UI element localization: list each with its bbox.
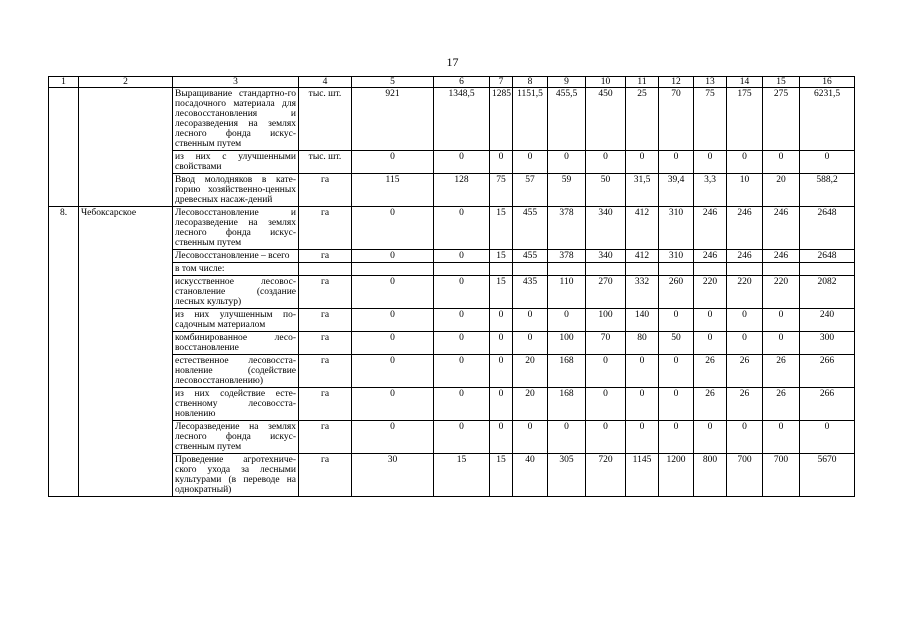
value-cell: 0 bbox=[434, 309, 490, 332]
value-cell: 246 bbox=[727, 250, 763, 263]
value-cell: 1200 bbox=[659, 454, 694, 497]
unit-cell: тыс. шт. bbox=[299, 88, 352, 151]
value-cell bbox=[727, 263, 763, 276]
value-cell: 0 bbox=[490, 355, 513, 388]
value-cell: 26 bbox=[694, 355, 727, 388]
value-cell: 26 bbox=[763, 355, 800, 388]
value-cell: 0 bbox=[626, 355, 659, 388]
activity-name: Выращивание стандартно-го посадочного материала для лесовосстановления и лесоразведения на землях лесного фонда искус-ственным путем bbox=[173, 88, 299, 151]
value-cell: 310 bbox=[659, 207, 694, 250]
value-cell: 6231,5 bbox=[800, 88, 855, 151]
value-cell: 39,4 bbox=[659, 174, 694, 207]
value-cell: 246 bbox=[727, 207, 763, 250]
value-cell: 10 bbox=[727, 174, 763, 207]
column-header: 11 bbox=[626, 77, 659, 88]
value-cell: 921 bbox=[352, 88, 434, 151]
value-cell: 260 bbox=[659, 276, 694, 309]
value-cell: 2648 bbox=[800, 207, 855, 250]
value-cell: 15 bbox=[490, 250, 513, 263]
value-cell: 0 bbox=[513, 421, 548, 454]
value-cell: 1348,5 bbox=[434, 88, 490, 151]
activity-name: комбинированное лесо-восстановление bbox=[173, 332, 299, 355]
activity-name: из них улучшенным по-садочным материалом bbox=[173, 309, 299, 332]
value-cell: 0 bbox=[434, 151, 490, 174]
column-header: 12 bbox=[659, 77, 694, 88]
value-cell: 0 bbox=[586, 151, 626, 174]
value-cell: 0 bbox=[352, 250, 434, 263]
value-cell: 40 bbox=[513, 454, 548, 497]
value-cell: 455 bbox=[513, 250, 548, 263]
value-cell: 0 bbox=[694, 421, 727, 454]
value-cell: 275 bbox=[763, 88, 800, 151]
unit-cell: га bbox=[299, 309, 352, 332]
activity-name: искусственное лесовос-становление (создание лесных культур) bbox=[173, 276, 299, 309]
value-cell: 50 bbox=[659, 332, 694, 355]
unit-cell: га bbox=[299, 388, 352, 421]
value-cell: 15 bbox=[490, 454, 513, 497]
unit-cell: га bbox=[299, 454, 352, 497]
value-cell: 0 bbox=[586, 421, 626, 454]
value-cell: 266 bbox=[800, 355, 855, 388]
value-cell: 0 bbox=[490, 151, 513, 174]
value-cell: 0 bbox=[352, 332, 434, 355]
value-cell: 0 bbox=[490, 309, 513, 332]
activity-name: Лесовосстановление – всего bbox=[173, 250, 299, 263]
value-cell: 720 bbox=[586, 454, 626, 497]
column-header: 5 bbox=[352, 77, 434, 88]
value-cell: 2082 bbox=[800, 276, 855, 309]
value-cell: 700 bbox=[763, 454, 800, 497]
value-cell: 266 bbox=[800, 388, 855, 421]
value-cell: 0 bbox=[626, 421, 659, 454]
value-cell: 0 bbox=[490, 388, 513, 421]
value-cell: 310 bbox=[659, 250, 694, 263]
value-cell: 0 bbox=[727, 421, 763, 454]
value-cell: 20 bbox=[513, 355, 548, 388]
value-cell: 0 bbox=[548, 421, 586, 454]
value-cell: 0 bbox=[352, 309, 434, 332]
value-cell: 75 bbox=[490, 174, 513, 207]
value-cell: 0 bbox=[694, 151, 727, 174]
value-cell: 59 bbox=[548, 174, 586, 207]
column-header: 2 bbox=[79, 77, 173, 88]
column-header: 14 bbox=[727, 77, 763, 88]
value-cell: 378 bbox=[548, 207, 586, 250]
value-cell: 0 bbox=[513, 309, 548, 332]
value-cell: 26 bbox=[727, 388, 763, 421]
column-header: 1 bbox=[49, 77, 79, 88]
value-cell: 100 bbox=[586, 309, 626, 332]
value-cell bbox=[800, 263, 855, 276]
column-header: 6 bbox=[434, 77, 490, 88]
value-cell bbox=[352, 263, 434, 276]
value-cell: 25 bbox=[626, 88, 659, 151]
value-cell: 0 bbox=[727, 309, 763, 332]
value-cell: 220 bbox=[694, 276, 727, 309]
unit-cell: га bbox=[299, 207, 352, 250]
activity-name: Проведение агротехниче-ского ухода за лесными культурами (в переводе на однократный) bbox=[173, 454, 299, 497]
value-cell bbox=[659, 263, 694, 276]
value-cell: 110 bbox=[548, 276, 586, 309]
value-cell bbox=[434, 263, 490, 276]
activity-name: Лесоразведение на землях лесного фонда искус-ственным путем bbox=[173, 421, 299, 454]
value-cell: 0 bbox=[352, 355, 434, 388]
column-header: 4 bbox=[299, 77, 352, 88]
value-cell: 340 bbox=[586, 207, 626, 250]
column-number-header-row bbox=[49, 77, 855, 88]
value-cell: 70 bbox=[659, 88, 694, 151]
column-header: 16 bbox=[800, 77, 855, 88]
value-cell: 378 bbox=[548, 250, 586, 263]
value-cell: 140 bbox=[626, 309, 659, 332]
unit-cell: га bbox=[299, 250, 352, 263]
value-cell: 0 bbox=[763, 421, 800, 454]
value-cell: 0 bbox=[727, 151, 763, 174]
value-cell bbox=[586, 263, 626, 276]
value-cell: 0 bbox=[434, 276, 490, 309]
value-cell: 246 bbox=[763, 207, 800, 250]
value-cell: 0 bbox=[763, 151, 800, 174]
activity-name: естественное лесовосста-новление (содействие лесовосстановлению) bbox=[173, 355, 299, 388]
value-cell: 2648 bbox=[800, 250, 855, 263]
value-cell: 0 bbox=[659, 309, 694, 332]
value-cell: 20 bbox=[763, 174, 800, 207]
row-number-empty bbox=[49, 88, 79, 207]
value-cell: 220 bbox=[727, 276, 763, 309]
value-cell: 0 bbox=[352, 207, 434, 250]
value-cell: 0 bbox=[800, 421, 855, 454]
value-cell: 332 bbox=[626, 276, 659, 309]
value-cell: 80 bbox=[626, 332, 659, 355]
unit-cell: га bbox=[299, 355, 352, 388]
value-cell bbox=[513, 263, 548, 276]
value-cell: 26 bbox=[727, 355, 763, 388]
value-cell: 0 bbox=[626, 388, 659, 421]
value-cell: 26 bbox=[763, 388, 800, 421]
activity-name: из них с улучшенными свойствами bbox=[173, 151, 299, 174]
column-header: 10 bbox=[586, 77, 626, 88]
value-cell: 0 bbox=[352, 388, 434, 421]
value-cell: 31,5 bbox=[626, 174, 659, 207]
unit-cell bbox=[299, 263, 352, 276]
value-cell: 20 bbox=[513, 388, 548, 421]
value-cell: 70 bbox=[586, 332, 626, 355]
value-cell bbox=[763, 263, 800, 276]
value-cell: 0 bbox=[548, 151, 586, 174]
table-row bbox=[49, 207, 855, 250]
value-cell: 0 bbox=[352, 421, 434, 454]
value-cell: 0 bbox=[434, 421, 490, 454]
value-cell: 455 bbox=[513, 207, 548, 250]
value-cell: 0 bbox=[490, 421, 513, 454]
value-cell: 15 bbox=[490, 207, 513, 250]
value-cell: 0 bbox=[659, 421, 694, 454]
value-cell: 0 bbox=[763, 332, 800, 355]
value-cell: 340 bbox=[586, 250, 626, 263]
value-cell bbox=[626, 263, 659, 276]
value-cell: 50 bbox=[586, 174, 626, 207]
value-cell: 15 bbox=[434, 454, 490, 497]
value-cell: 168 bbox=[548, 355, 586, 388]
column-header: 13 bbox=[694, 77, 727, 88]
value-cell: 0 bbox=[659, 151, 694, 174]
value-cell: 412 bbox=[626, 207, 659, 250]
activity-name: Лесовосстановление и лесоразведение на землях лесного фонда искус-ственным путем bbox=[173, 207, 299, 250]
value-cell: 0 bbox=[513, 332, 548, 355]
value-cell: 0 bbox=[490, 332, 513, 355]
value-cell: 0 bbox=[586, 355, 626, 388]
value-cell bbox=[490, 263, 513, 276]
column-header: 7 bbox=[490, 77, 513, 88]
value-cell: 168 bbox=[548, 388, 586, 421]
unit-cell: га bbox=[299, 421, 352, 454]
value-cell: 246 bbox=[763, 250, 800, 263]
value-cell: 270 bbox=[586, 276, 626, 309]
value-cell: 0 bbox=[626, 151, 659, 174]
value-cell: 240 bbox=[800, 309, 855, 332]
table-row bbox=[49, 88, 855, 151]
value-cell: 57 bbox=[513, 174, 548, 207]
value-cell: 1151,5 bbox=[513, 88, 548, 151]
value-cell: 30 bbox=[352, 454, 434, 497]
value-cell: 300 bbox=[800, 332, 855, 355]
value-cell: 305 bbox=[548, 454, 586, 497]
forest-plan-table bbox=[48, 76, 855, 497]
row-number: 8. bbox=[49, 207, 79, 497]
value-cell: 800 bbox=[694, 454, 727, 497]
column-header: 9 bbox=[548, 77, 586, 88]
column-header: 15 bbox=[763, 77, 800, 88]
value-cell: 0 bbox=[352, 151, 434, 174]
value-cell: 0 bbox=[694, 309, 727, 332]
value-cell: 0 bbox=[434, 250, 490, 263]
value-cell bbox=[694, 263, 727, 276]
value-cell: 700 bbox=[727, 454, 763, 497]
district-name-empty bbox=[79, 88, 173, 207]
value-cell: 0 bbox=[659, 355, 694, 388]
value-cell: 26 bbox=[694, 388, 727, 421]
value-cell bbox=[548, 263, 586, 276]
value-cell: 0 bbox=[659, 388, 694, 421]
value-cell: 0 bbox=[763, 309, 800, 332]
value-cell: 0 bbox=[434, 355, 490, 388]
value-cell: 15 bbox=[490, 276, 513, 309]
value-cell: 1145 bbox=[626, 454, 659, 497]
value-cell: 412 bbox=[626, 250, 659, 263]
unit-cell: га bbox=[299, 332, 352, 355]
value-cell: 0 bbox=[434, 332, 490, 355]
value-cell: 450 bbox=[586, 88, 626, 151]
value-cell: 115 bbox=[352, 174, 434, 207]
column-header: 8 bbox=[513, 77, 548, 88]
value-cell: 100 bbox=[548, 332, 586, 355]
value-cell: 5670 bbox=[800, 454, 855, 497]
value-cell: 435 bbox=[513, 276, 548, 309]
unit-cell: га bbox=[299, 276, 352, 309]
value-cell: 0 bbox=[694, 332, 727, 355]
activity-name: из них содействие есте-ственному лесовосста-новлению bbox=[173, 388, 299, 421]
activity-name: Ввод молодняков в кате-горию хозяйственно-ценных древесных насаж-дений bbox=[173, 174, 299, 207]
value-cell: 0 bbox=[586, 388, 626, 421]
value-cell: 455,5 bbox=[548, 88, 586, 151]
activity-name: в том числе: bbox=[173, 263, 299, 276]
value-cell: 0 bbox=[434, 207, 490, 250]
value-cell: 588,2 bbox=[800, 174, 855, 207]
value-cell: 3,3 bbox=[694, 174, 727, 207]
district-name: Чебоксарское bbox=[79, 207, 173, 497]
value-cell: 175 bbox=[727, 88, 763, 151]
unit-cell: тыс. шт. bbox=[299, 151, 352, 174]
unit-cell: га bbox=[299, 174, 352, 207]
page-number: 17 bbox=[446, 55, 459, 69]
value-cell: 220 bbox=[763, 276, 800, 309]
value-cell: 246 bbox=[694, 250, 727, 263]
value-cell: 0 bbox=[800, 151, 855, 174]
column-header: 3 bbox=[173, 77, 299, 88]
value-cell: 0 bbox=[352, 276, 434, 309]
value-cell: 1285 bbox=[490, 88, 513, 151]
value-cell: 246 bbox=[694, 207, 727, 250]
value-cell: 0 bbox=[513, 151, 548, 174]
value-cell: 0 bbox=[548, 309, 586, 332]
value-cell: 128 bbox=[434, 174, 490, 207]
value-cell: 0 bbox=[727, 332, 763, 355]
value-cell: 75 bbox=[694, 88, 727, 151]
value-cell: 0 bbox=[434, 388, 490, 421]
